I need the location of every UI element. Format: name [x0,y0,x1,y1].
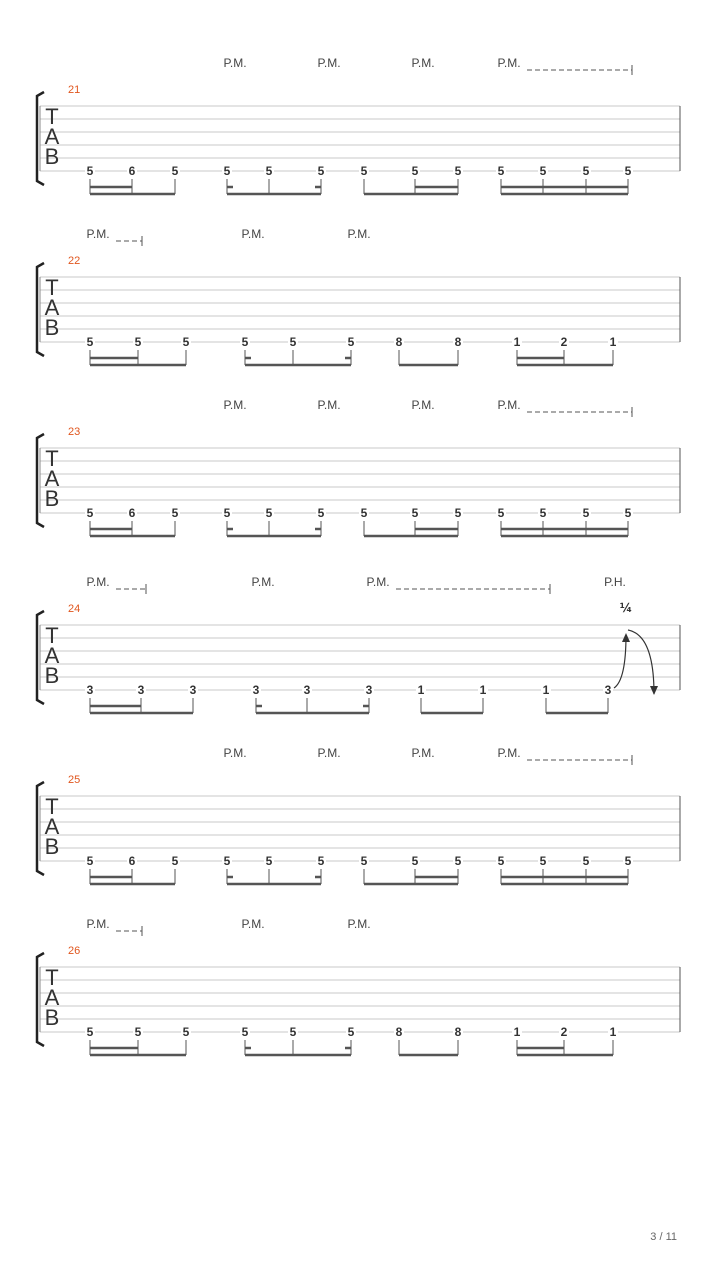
fret-number: 5 [134,335,142,349]
tab-clef-icon: T [45,965,59,990]
palm-mute-marking: P.M. [347,227,371,241]
fret-number: 5 [223,164,231,178]
bend-amount-label: ¼ [619,601,633,615]
tab-system [37,746,680,884]
tab-system [37,575,680,713]
fret-number: 8 [395,1025,403,1039]
palm-mute-marking: P.M. [241,227,265,241]
fret-number: 5 [265,506,273,520]
measure-number: 25 [68,774,81,786]
fret-number: 5 [347,335,355,349]
fret-number: 5 [411,164,419,178]
palm-mute-marking: P.M. [86,917,110,931]
fret-number: 5 [347,1025,355,1039]
fret-number: 3 [86,683,94,697]
fret-number: 1 [609,1025,617,1039]
fret-number: 3 [303,683,311,697]
fret-number: 5 [265,164,273,178]
fret-number: 5 [624,854,632,868]
note-group [512,335,618,365]
note-group [541,683,613,713]
palm-mute-marking: P.M. [411,398,435,412]
fret-number: 5 [86,1025,94,1039]
palm-mute-marking: P.H. [604,575,626,589]
fret-number: 5 [411,506,419,520]
fret-number: 5 [171,854,179,868]
palm-mute-marking: P.M. [497,56,521,70]
tab-clef-icon: B [44,663,60,688]
fret-number: 5 [411,854,419,868]
fret-number: 5 [223,506,231,520]
measure-number: 24 [68,603,81,615]
fret-number: 5 [454,854,462,868]
bend-marking [614,601,658,695]
measure-number: 22 [68,255,81,267]
tab-system [37,56,680,194]
fret-number: 5 [497,506,505,520]
note-group [85,335,191,365]
note-group [222,854,326,884]
fret-number: 5 [241,335,249,349]
note-group [394,1025,463,1055]
tab-clef-icon: A [44,466,60,491]
note-group [359,164,463,194]
tab-clef-icon: T [45,623,59,648]
fret-number: 5 [171,506,179,520]
measure-number: 21 [68,84,81,96]
tab-clef-icon: T [45,104,59,129]
tab-clef-icon: A [44,124,60,149]
tab-system [37,227,680,365]
fret-number: 3 [604,683,612,697]
palm-mute-marking: P.M. [317,56,341,70]
fret-number: 5 [360,854,368,868]
fret-number: 5 [497,854,505,868]
note-group [85,683,198,713]
tab-clef-icon: T [45,446,59,471]
fret-number: 5 [223,854,231,868]
fret-number: 5 [317,164,325,178]
palm-mute-marking: P.M. [411,746,435,760]
fret-number: 5 [289,335,297,349]
tab-clef-icon: B [44,486,60,511]
fret-number: 1 [479,683,487,697]
fret-number: 3 [137,683,145,697]
note-group [85,1025,191,1055]
fret-number: 5 [241,1025,249,1039]
fret-number: 5 [624,164,632,178]
palm-mute-marking: P.M. [223,746,247,760]
palm-mute-marking: P.M. [223,398,247,412]
palm-mute-marking: P.M. [86,227,110,241]
palm-mute-marking: P.M. [317,746,341,760]
fret-number: 5 [454,506,462,520]
fret-number: 8 [395,335,403,349]
fret-number: 2 [560,1025,568,1039]
tab-clef-icon: B [44,315,60,340]
tab-system [37,917,680,1055]
note-group [416,683,488,713]
tab-clef-icon: A [44,985,60,1010]
tab-clef-icon: B [44,1005,60,1030]
fret-number: 5 [86,164,94,178]
tab-clef-icon: A [44,643,60,668]
fret-number: 3 [189,683,197,697]
palm-mute-marking: P.M. [317,398,341,412]
palm-mute-marking: P.M. [251,575,275,589]
fret-number: 6 [128,164,136,178]
fret-number: 8 [454,335,462,349]
measure-number: 26 [68,945,81,957]
fret-number: 6 [128,506,136,520]
fret-number: 1 [542,683,550,697]
fret-number: 5 [582,506,590,520]
tab-clef-icon: B [44,144,60,169]
palm-mute-marking: P.M. [497,746,521,760]
note-group [85,164,180,194]
note-group [251,683,374,713]
fret-number: 2 [560,335,568,349]
fret-number: 5 [171,164,179,178]
fret-number: 3 [252,683,260,697]
fret-number: 5 [317,506,325,520]
fret-number: 5 [539,164,547,178]
fret-number: 5 [497,164,505,178]
fret-number: 5 [265,854,273,868]
tab-clef-icon: T [45,794,59,819]
fret-number: 5 [86,854,94,868]
tab-clef-icon: B [44,834,60,859]
palm-mute-marking: P.M. [497,398,521,412]
page-number: 3 / 11 [650,1231,677,1243]
fret-number: 5 [360,506,368,520]
note-group [240,335,356,365]
fret-number: 5 [182,1025,190,1039]
fret-number: 5 [134,1025,142,1039]
fret-number: 5 [539,854,547,868]
fret-number: 5 [582,854,590,868]
fret-number: 5 [182,335,190,349]
tab-system [37,398,680,536]
palm-mute-marking: P.M. [241,917,265,931]
fret-number: 1 [513,335,521,349]
note-group [85,506,180,536]
palm-mute-marking: P.M. [347,917,371,931]
note-group [240,1025,356,1055]
fret-number: 5 [539,506,547,520]
fret-number: 5 [582,164,590,178]
note-group [359,854,463,884]
note-group [496,506,633,536]
note-group [496,854,633,884]
tab-clef-icon: A [44,295,60,320]
fret-number: 1 [513,1025,521,1039]
palm-mute-marking: P.M. [366,575,390,589]
note-group [512,1025,618,1055]
palm-mute-marking: P.M. [411,56,435,70]
palm-mute-marking: P.M. [86,575,110,589]
tab-clef-icon: T [45,275,59,300]
fret-number: 8 [454,1025,462,1039]
fret-number: 5 [454,164,462,178]
note-group [222,506,326,536]
fret-number: 5 [289,1025,297,1039]
note-group [85,854,180,884]
fret-number: 1 [609,335,617,349]
fret-number: 6 [128,854,136,868]
fret-number: 1 [417,683,425,697]
note-group [359,506,463,536]
fret-number: 5 [86,506,94,520]
note-group [394,335,463,365]
fret-number: 5 [624,506,632,520]
fret-number: 3 [365,683,373,697]
note-group [496,164,633,194]
note-group [222,164,326,194]
measure-number: 23 [68,426,81,438]
fret-number: 5 [86,335,94,349]
tab-clef-icon: A [44,814,60,839]
fret-number: 5 [317,854,325,868]
fret-number: 5 [360,164,368,178]
palm-mute-marking: P.M. [223,56,247,70]
